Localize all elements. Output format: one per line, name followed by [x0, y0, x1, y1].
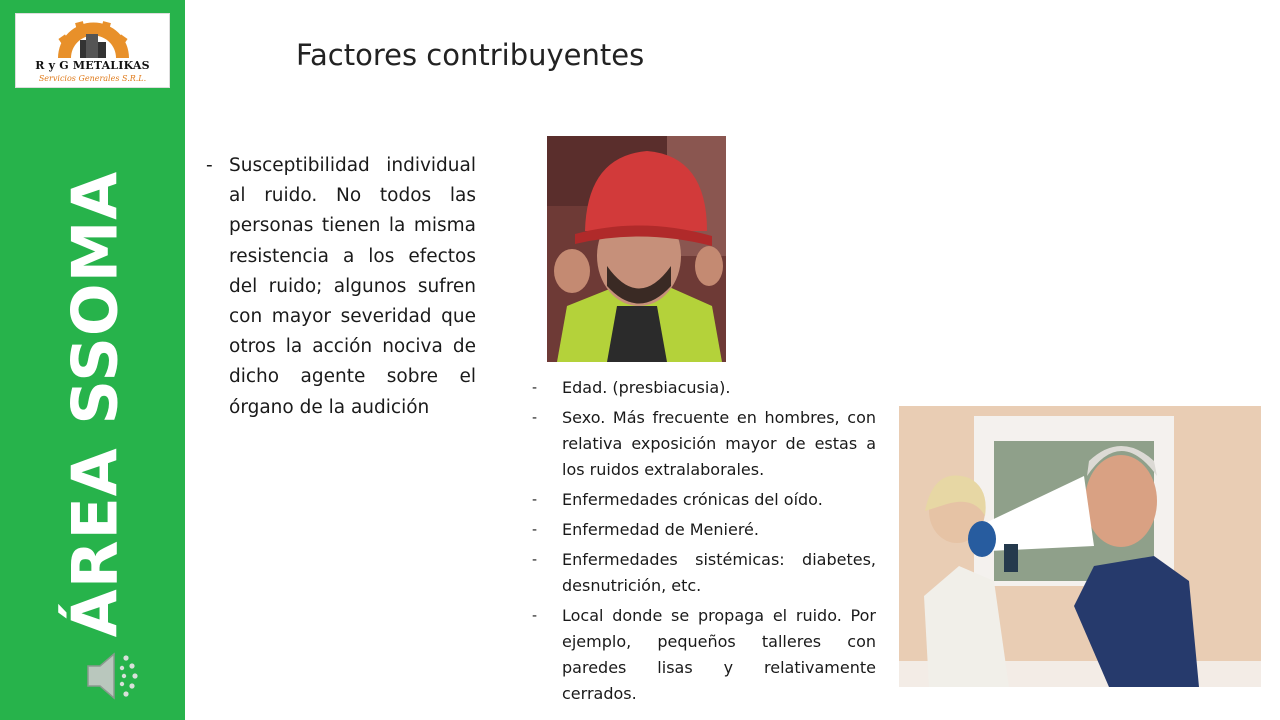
area-title: ÁREA SSOMA — [58, 170, 132, 638]
left-bullet-text: Susceptibilidad individual al ruido. No todos las personas tienen la misma resistencia a los efectos del ruido; algunos sufren con mayor severidad que otros la acción nociva de dicho agente sobre el órgano de la audición — [229, 155, 476, 418]
gear-logo-icon — [46, 16, 141, 58]
sidebar — [0, 0, 185, 720]
list-item — [532, 547, 876, 599]
worker-photo — [547, 136, 726, 362]
left-bullet — [206, 151, 476, 423]
megaphone-photo — [899, 406, 1261, 687]
bullet-marker: - — [532, 492, 538, 508]
list-item-text: Enfermedad de Menieré. — [562, 520, 759, 539]
slide-title: Factores contribuyentes — [296, 38, 645, 72]
list-item-text: Sexo. Más frecuente en hombres, con relativa exposición mayor de estas a los ruidos extralaborales. — [562, 408, 876, 479]
company-name: R y G METALIKAS — [35, 59, 150, 72]
speaker-icon[interactable] — [82, 646, 148, 706]
company-logo — [15, 13, 170, 88]
bullet-marker: - — [532, 522, 538, 538]
list-item — [532, 487, 876, 513]
bullet-marker: - — [532, 552, 538, 568]
bullet-marker: - — [206, 155, 213, 176]
list-item — [532, 405, 876, 483]
bullet-marker: - — [532, 608, 538, 624]
list-item — [532, 603, 876, 707]
list-item — [532, 517, 876, 543]
bullet-marker: - — [532, 380, 538, 396]
list-item — [532, 375, 876, 401]
list-item-text: Edad. (presbiacusia). — [562, 378, 731, 397]
list-item-text: Local donde se propaga el ruido. Por ejemplo, pequeños talleres con paredes lisas y relativamente cerrados. — [562, 606, 876, 703]
right-list — [532, 375, 876, 711]
list-item-text: Enfermedades crónicas del oído. — [562, 490, 823, 509]
list-item-text: Enfermedades sistémicas: diabetes, desnutrición, etc. — [562, 550, 876, 595]
bullet-marker: - — [532, 410, 538, 426]
company-tagline: Servicios Generales S.R.L. — [38, 74, 147, 83]
